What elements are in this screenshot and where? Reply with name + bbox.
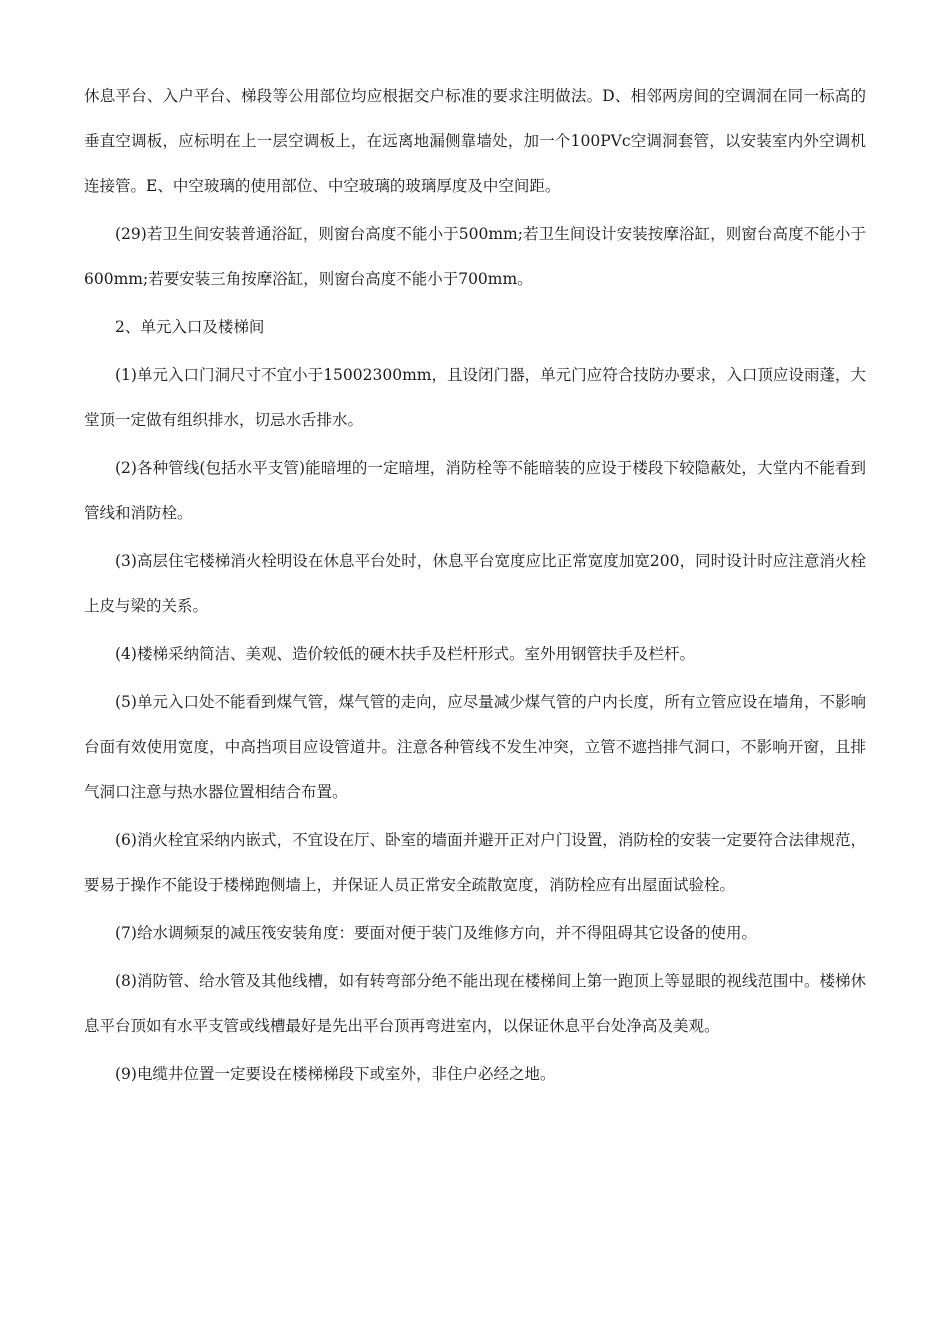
paragraph-item-7: (7)给水调频泵的减压筏安装角度：要面对便于装门及维修方向，并不得阻碍其它设备的使用。 — [115, 924, 757, 942]
paragraph-item-2: (2)各种管线(包括水平支管)能暗埋的一定暗埋，消防栓等不能暗装的应设于楼段下较隐蔽处，大堂内不能看到管线和消防栓。 — [84, 459, 866, 522]
paragraph-item-6: (6)消火栓宜采纳内嵌式，不宜设在厅、卧室的墙面并避开正对户门设置，消防栓的安装一定要符合法律规范，要易于操作不能设于楼梯跑侧墙上，并保证人员正常安全疏散宽度，消防栓应有出屋面试验栓。 — [84, 831, 866, 894]
paragraph-item-29: (29)若卫生间安装普通浴缸，则窗台高度不能小于500mm;若卫生间设计安装按摩浴缸，则窗台高度不能小于600mm;若要安装三角按摩浴缸，则窗台高度不能小于700mm。 — [84, 225, 866, 288]
document-body — [84, 74, 866, 1097]
paragraph-item-5: (5)单元入口处不能看到煤气管，煤气管的走向，应尽量减少煤气管的户内长度，所有立管应设在墙角，不影响台面有效使用宽度，中高挡项目应设管道井。注意各种管线不发生冲突，立管不遮挡排气洞口，不影响开窗，且排气洞口注意与热水器位置相结合布置。 — [84, 693, 866, 801]
section-heading-unit-entrance-stairwell: 2、单元入口及楼梯间 — [115, 318, 265, 336]
paragraph-item-3: (3)高层住宅楼梯消火栓明设在休息平台处时，休息平台宽度应比正常宽度加宽200，同时设计时应注意消火栓上皮与梁的关系。 — [84, 552, 866, 615]
paragraph-item-9: (9)电缆井位置一定要设在楼梯梯段下或室外，非住户必经之地。 — [115, 1065, 556, 1083]
paragraph-item-8: (8)消防管、给水管及其他线槽，如有转弯部分绝不能出现在楼梯间上第一跑顶上等显眼的视线范围中。楼梯休息平台顶如有水平支管或线槽最好是先出平台顶再弯进室内，以保证休息平台处净高及美观。 — [84, 972, 866, 1035]
paragraph-item-4: (4)楼梯采纳简洁、美观、造价较低的硬木扶手及栏杆形式。室外用钢管扶手及栏杆。 — [115, 645, 695, 663]
paragraph-continuation: 休息平台、入户平台、梯段等公用部位均应根据交户标准的要求注明做法。D、相邻两房间的空调洞在同一标高的垂直空调板，应标明在上一层空调板上，在远离地漏侧靠墙处，加一个100PVc空调洞套管，以安装室内外空调机连接管。E、中空玻璃的使用部位、中空玻璃的玻璃厚度及中空间距。 — [84, 87, 866, 195]
paragraph-item-1: (1)单元入口门洞尺寸不宜小于15002300mm，且设闭门器，单元门应符合技防办要求，入口顶应设雨蓬，大堂顶一定做有组织排水，切忌水舌排水。 — [84, 366, 866, 429]
